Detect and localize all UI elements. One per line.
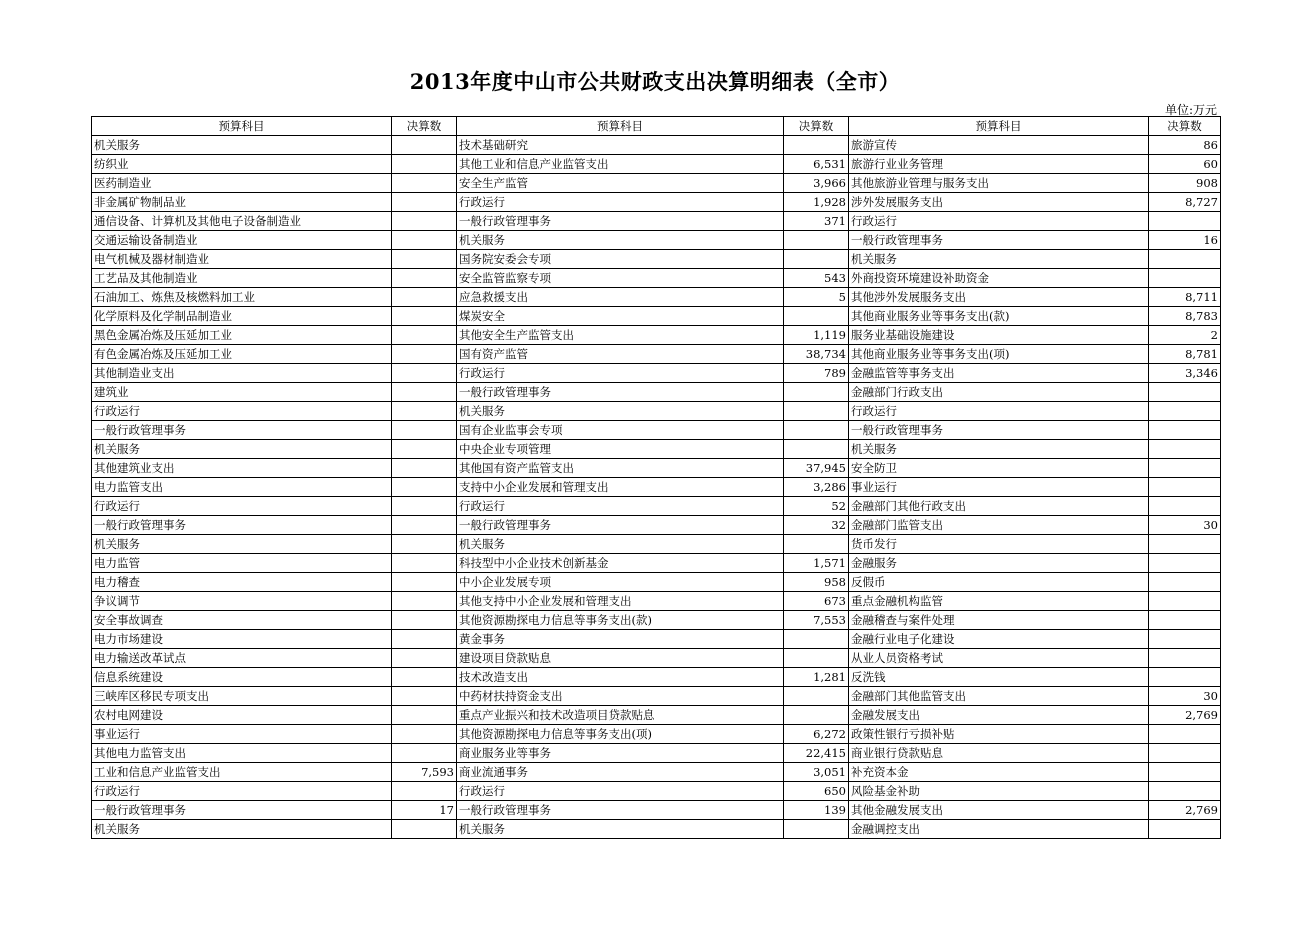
amount-cell [1149, 383, 1221, 402]
subject-cell: 建设项目贷款贴息 [457, 649, 784, 668]
subject-cell: 石油加工、炼焦及核燃料加工业 [92, 288, 392, 307]
amount-cell [1149, 402, 1221, 421]
subject-cell: 电力稽查 [92, 573, 392, 592]
subject-cell: 机关服务 [457, 231, 784, 250]
amount-cell [784, 421, 849, 440]
table-row [92, 649, 1221, 668]
table-row [92, 744, 1221, 763]
amount-cell: 6,531 [784, 155, 849, 174]
budget-table [91, 116, 1221, 839]
subject-cell: 金融部门其他监管支出 [849, 687, 1149, 706]
subject-cell: 国务院安委会专项 [457, 250, 784, 269]
amount-cell: 8,783 [1149, 307, 1221, 326]
table-body [92, 136, 1221, 839]
subject-cell: 有色金属冶炼及压延加工业 [92, 345, 392, 364]
amount-cell [1149, 820, 1221, 839]
table-row [92, 478, 1221, 497]
table-row [92, 383, 1221, 402]
amount-cell [392, 820, 457, 839]
amount-cell: 650 [784, 782, 849, 801]
amount-cell [392, 668, 457, 687]
amount-cell [392, 212, 457, 231]
amount-cell: 30 [1149, 687, 1221, 706]
amount-cell: 908 [1149, 174, 1221, 193]
table-row [92, 307, 1221, 326]
amount-cell: 2,769 [1149, 801, 1221, 820]
amount-cell: 8,781 [1149, 345, 1221, 364]
amount-cell [392, 744, 457, 763]
amount-cell: 958 [784, 573, 849, 592]
subject-cell: 技术基础研究 [457, 136, 784, 155]
amount-cell [392, 497, 457, 516]
subject-cell: 事业运行 [849, 478, 1149, 497]
subject-cell: 一般行政管理事务 [457, 383, 784, 402]
subject-cell: 金融稽查与案件处理 [849, 611, 1149, 630]
subject-cell: 其他商业服务业等事务支出(项) [849, 345, 1149, 364]
table-row [92, 630, 1221, 649]
amount-cell [784, 649, 849, 668]
unit-label: 单位:万元 [1164, 103, 1217, 117]
subject-cell: 一般行政管理事务 [457, 516, 784, 535]
amount-cell [392, 554, 457, 573]
subject-cell: 一般行政管理事务 [92, 801, 392, 820]
subject-cell: 其他商业服务业等事务支出(款) [849, 307, 1149, 326]
subject-cell: 商业银行贷款贴息 [849, 744, 1149, 763]
subject-cell: 电力监管支出 [92, 478, 392, 497]
table-row [92, 611, 1221, 630]
amount-cell [1149, 725, 1221, 744]
amount-cell [1149, 573, 1221, 592]
subject-cell: 从业人员资格考试 [849, 649, 1149, 668]
amount-cell: 543 [784, 269, 849, 288]
amount-cell: 60 [1149, 155, 1221, 174]
subject-cell: 行政运行 [849, 402, 1149, 421]
table-row [92, 250, 1221, 269]
subject-cell: 科技型中小企业技术创新基金 [457, 554, 784, 573]
amount-cell [784, 231, 849, 250]
subject-cell: 服务业基础设施建设 [849, 326, 1149, 345]
table-row [92, 497, 1221, 516]
amount-cell [784, 706, 849, 725]
subject-cell: 安全防卫 [849, 459, 1149, 478]
subject-cell: 信息系统建设 [92, 668, 392, 687]
amount-cell: 789 [784, 364, 849, 383]
subject-cell: 其他安全生产监管支出 [457, 326, 784, 345]
amount-cell [1149, 592, 1221, 611]
amount-cell [1149, 611, 1221, 630]
subject-cell: 安全生产监管 [457, 174, 784, 193]
table-row [92, 782, 1221, 801]
subject-cell: 工业和信息产业监管支出 [92, 763, 392, 782]
subject-cell: 其他支持中小企业发展和管理支出 [457, 592, 784, 611]
amount-cell [392, 364, 457, 383]
amount-cell [1149, 269, 1221, 288]
amount-cell [1149, 421, 1221, 440]
subject-cell: 其他建筑业支出 [92, 459, 392, 478]
amount-cell [392, 307, 457, 326]
subject-cell: 国有企业监事会专项 [457, 421, 784, 440]
amount-cell [392, 649, 457, 668]
subject-cell: 中药材扶持资金支出 [457, 687, 784, 706]
subject-cell: 旅游行业业务管理 [849, 155, 1149, 174]
table-row [92, 592, 1221, 611]
subject-cell: 金融服务 [849, 554, 1149, 573]
header-subject: 预算科目 [92, 117, 392, 136]
amount-cell: 1,119 [784, 326, 849, 345]
subject-cell: 建筑业 [92, 383, 392, 402]
amount-cell [392, 459, 457, 478]
amount-cell [1149, 554, 1221, 573]
table-row [92, 155, 1221, 174]
subject-cell: 反假币 [849, 573, 1149, 592]
amount-cell: 3,286 [784, 478, 849, 497]
amount-cell [392, 326, 457, 345]
table-row [92, 269, 1221, 288]
subject-cell: 一般行政管理事务 [457, 801, 784, 820]
table-row [92, 193, 1221, 212]
amount-cell [392, 535, 457, 554]
subject-cell: 黄金事务 [457, 630, 784, 649]
amount-cell: 7,553 [784, 611, 849, 630]
amount-cell [392, 782, 457, 801]
subject-cell: 三峡库区移民专项支出 [92, 687, 392, 706]
subject-cell: 机关服务 [92, 820, 392, 839]
amount-cell [784, 307, 849, 326]
table-row [92, 459, 1221, 478]
subject-cell: 金融行业电子化建设 [849, 630, 1149, 649]
table-row [92, 364, 1221, 383]
subject-cell: 纺织业 [92, 155, 392, 174]
amount-cell: 2 [1149, 326, 1221, 345]
subject-cell: 行政运行 [457, 364, 784, 383]
subject-cell: 补充资本金 [849, 763, 1149, 782]
subject-cell: 行政运行 [457, 193, 784, 212]
subject-cell: 技术改造支出 [457, 668, 784, 687]
subject-cell: 涉外发展服务支出 [849, 193, 1149, 212]
amount-cell [392, 421, 457, 440]
subject-cell: 行政运行 [457, 782, 784, 801]
table-row [92, 402, 1221, 421]
subject-cell: 行政运行 [92, 497, 392, 516]
subject-cell: 机关服务 [457, 402, 784, 421]
amount-cell [392, 269, 457, 288]
subject-cell: 重点产业振兴和技术改造项目贷款贴息 [457, 706, 784, 725]
subject-cell: 行政运行 [849, 212, 1149, 231]
amount-cell: 52 [784, 497, 849, 516]
subject-cell: 一般行政管理事务 [849, 231, 1149, 250]
amount-cell [784, 687, 849, 706]
amount-cell [1149, 763, 1221, 782]
amount-cell: 3,966 [784, 174, 849, 193]
subject-cell: 机关服务 [457, 535, 784, 554]
subject-cell: 争议调节 [92, 592, 392, 611]
amount-cell [784, 535, 849, 554]
header-row [92, 117, 1221, 136]
amount-cell [784, 820, 849, 839]
amount-cell: 22,415 [784, 744, 849, 763]
amount-cell [392, 573, 457, 592]
amount-cell: 30 [1149, 516, 1221, 535]
amount-cell: 86 [1149, 136, 1221, 155]
table-row [92, 326, 1221, 345]
table-row [92, 535, 1221, 554]
amount-cell [1149, 250, 1221, 269]
subject-cell: 金融监管等事务支出 [849, 364, 1149, 383]
amount-cell: 37,945 [784, 459, 849, 478]
table-row [92, 763, 1221, 782]
amount-cell [392, 383, 457, 402]
amount-cell [1149, 478, 1221, 497]
subject-cell: 国有资产监管 [457, 345, 784, 364]
amount-cell: 38,734 [784, 345, 849, 364]
subject-cell: 政策性银行亏损补贴 [849, 725, 1149, 744]
table-row [92, 174, 1221, 193]
subject-cell: 商业流通事务 [457, 763, 784, 782]
table-row [92, 820, 1221, 839]
amount-cell: 3,051 [784, 763, 849, 782]
table-row [92, 554, 1221, 573]
page-title: 2013年度中山市公共财政支出决算明细表（全市） [409, 69, 901, 94]
subject-cell: 金融调控支出 [849, 820, 1149, 839]
amount-cell: 1,281 [784, 668, 849, 687]
subject-cell: 农村电网建设 [92, 706, 392, 725]
amount-cell: 1,928 [784, 193, 849, 212]
subject-cell: 金融部门监管支出 [849, 516, 1149, 535]
subject-cell: 安全事故调查 [92, 611, 392, 630]
amount-cell [392, 288, 457, 307]
subject-cell: 行政运行 [92, 782, 392, 801]
subject-cell: 机关服务 [849, 250, 1149, 269]
subject-cell: 反洗钱 [849, 668, 1149, 687]
subject-cell: 行政运行 [457, 497, 784, 516]
amount-cell [392, 345, 457, 364]
subject-cell: 其他金融发展支出 [849, 801, 1149, 820]
subject-cell: 外商投资环境建设补助资金 [849, 269, 1149, 288]
amount-cell [1149, 630, 1221, 649]
amount-cell [1149, 440, 1221, 459]
subject-cell: 电力监管 [92, 554, 392, 573]
subject-cell: 工艺品及其他制造业 [92, 269, 392, 288]
subject-cell: 机关服务 [92, 535, 392, 554]
subject-cell: 机关服务 [92, 136, 392, 155]
subject-cell: 其他涉外发展服务支出 [849, 288, 1149, 307]
amount-cell: 3,346 [1149, 364, 1221, 383]
amount-cell [1149, 535, 1221, 554]
amount-cell [784, 136, 849, 155]
amount-cell: 8,727 [1149, 193, 1221, 212]
subject-cell: 其他国有资产监管支出 [457, 459, 784, 478]
subject-cell: 一般行政管理事务 [92, 516, 392, 535]
amount-cell [392, 193, 457, 212]
subject-cell: 电力市场建设 [92, 630, 392, 649]
subject-cell: 非金属矿物制品业 [92, 193, 392, 212]
subject-cell: 风险基金补助 [849, 782, 1149, 801]
subject-cell: 电力输送改革试点 [92, 649, 392, 668]
table-row [92, 725, 1221, 744]
amount-cell [1149, 649, 1221, 668]
table-row [92, 573, 1221, 592]
subject-cell: 机关服务 [92, 440, 392, 459]
table-row [92, 706, 1221, 725]
subject-cell: 其他资源勘探电力信息等事务支出(项) [457, 725, 784, 744]
amount-cell [392, 136, 457, 155]
amount-cell: 6,272 [784, 725, 849, 744]
amount-cell [392, 592, 457, 611]
subject-cell: 其他工业和信息产业监管支出 [457, 155, 784, 174]
subject-cell: 黑色金属冶炼及压延加工业 [92, 326, 392, 345]
amount-cell: 5 [784, 288, 849, 307]
table-row [92, 440, 1221, 459]
amount-cell [392, 250, 457, 269]
table-row [92, 212, 1221, 231]
subject-cell: 中小企业发展专项 [457, 573, 784, 592]
subject-cell: 通信设备、计算机及其他电子设备制造业 [92, 212, 392, 231]
subject-cell: 一般行政管理事务 [92, 421, 392, 440]
subject-cell: 其他制造业支出 [92, 364, 392, 383]
table-row [92, 687, 1221, 706]
amount-cell: 16 [1149, 231, 1221, 250]
amount-cell [392, 231, 457, 250]
table-row [92, 421, 1221, 440]
amount-cell [784, 630, 849, 649]
table-row [92, 801, 1221, 820]
subject-cell: 电气机械及器材制造业 [92, 250, 392, 269]
amount-cell [784, 383, 849, 402]
subject-cell: 其他资源勘探电力信息等事务支出(款) [457, 611, 784, 630]
amount-cell [1149, 744, 1221, 763]
subject-cell: 一般行政管理事务 [849, 421, 1149, 440]
header-amount: 决算数 [392, 117, 457, 136]
subject-cell: 医药制造业 [92, 174, 392, 193]
header-subject: 预算科目 [457, 117, 784, 136]
subject-cell: 其他电力监管支出 [92, 744, 392, 763]
amount-cell [392, 440, 457, 459]
amount-cell: 7,593 [392, 763, 457, 782]
amount-cell [1149, 668, 1221, 687]
subject-cell: 金融发展支出 [849, 706, 1149, 725]
subject-cell: 重点金融机构监管 [849, 592, 1149, 611]
subject-cell: 商业服务业等事务 [457, 744, 784, 763]
amount-cell [1149, 459, 1221, 478]
subject-cell: 化学原料及化学制品制造业 [92, 307, 392, 326]
subject-cell: 旅游宣传 [849, 136, 1149, 155]
amount-cell [392, 478, 457, 497]
amount-cell [392, 174, 457, 193]
amount-cell [392, 155, 457, 174]
amount-cell [1149, 782, 1221, 801]
amount-cell: 17 [392, 801, 457, 820]
amount-cell [784, 402, 849, 421]
table-row [92, 345, 1221, 364]
subject-cell: 事业运行 [92, 725, 392, 744]
subject-cell: 支持中小企业发展和管理支出 [457, 478, 784, 497]
amount-cell: 371 [784, 212, 849, 231]
amount-cell: 139 [784, 801, 849, 820]
amount-cell [392, 630, 457, 649]
amount-cell [1149, 497, 1221, 516]
table-row [92, 516, 1221, 535]
table-row [92, 231, 1221, 250]
amount-cell: 32 [784, 516, 849, 535]
subject-cell: 应急救援支出 [457, 288, 784, 307]
subject-cell: 货币发行 [849, 535, 1149, 554]
subject-cell: 安全监管监察专项 [457, 269, 784, 288]
subject-cell: 其他旅游业管理与服务支出 [849, 174, 1149, 193]
subject-cell: 中央企业专项管理 [457, 440, 784, 459]
amount-cell: 1,571 [784, 554, 849, 573]
amount-cell [392, 516, 457, 535]
subject-cell: 交通运输设备制造业 [92, 231, 392, 250]
header-amount: 决算数 [784, 117, 849, 136]
amount-cell [784, 250, 849, 269]
amount-cell [392, 687, 457, 706]
amount-cell: 2,769 [1149, 706, 1221, 725]
subject-cell: 金融部门行政支出 [849, 383, 1149, 402]
header-subject: 预算科目 [849, 117, 1149, 136]
subject-cell: 机关服务 [849, 440, 1149, 459]
amount-cell [784, 440, 849, 459]
amount-cell: 8,711 [1149, 288, 1221, 307]
subject-cell: 煤炭安全 [457, 307, 784, 326]
table-row [92, 136, 1221, 155]
table-row [92, 288, 1221, 307]
header-amount: 决算数 [1149, 117, 1221, 136]
amount-cell [392, 725, 457, 744]
subject-cell: 一般行政管理事务 [457, 212, 784, 231]
amount-cell [1149, 212, 1221, 231]
subject-cell: 行政运行 [92, 402, 392, 421]
table-row [92, 668, 1221, 687]
subject-cell: 机关服务 [457, 820, 784, 839]
amount-cell [392, 402, 457, 421]
amount-cell [392, 706, 457, 725]
amount-cell [392, 611, 457, 630]
subject-cell: 金融部门其他行政支出 [849, 497, 1149, 516]
amount-cell: 673 [784, 592, 849, 611]
